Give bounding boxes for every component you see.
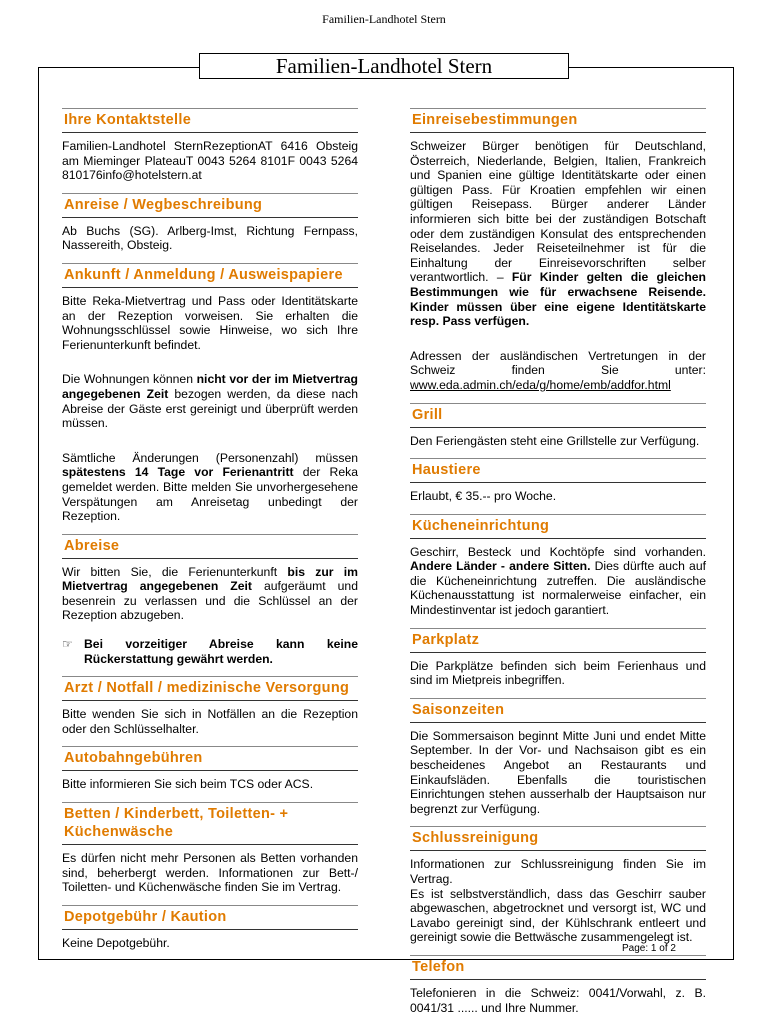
- einreise-p2: Adressen der ausländischen Vertretungen in der Schweiz finden Sie unter: www.eda.admin.ch/eda/g/home/emb/addfor.html: [410, 348, 706, 392]
- section-heading-anreise: Anreise / Wegbeschreibung: [62, 193, 358, 218]
- section-heading-abreise: Abreise: [62, 534, 358, 559]
- anreise-text: Ab Buchs (SG). Arlberg-Imst, Richtung Fernpass, Nassereith, Obsteig.: [62, 223, 358, 253]
- schluss-p2: Es ist selbstverständlich, dass das Geschirr sauber abgewaschen, abgetrocknet und versorgt ist, WC und Lavabo gereinigt sind, der Kühlschrank entleert und gereinigt sowie die Bettwäsche zusammengelegt ist.: [410, 886, 706, 945]
- section-heading-saison: Saisonzeiten: [410, 698, 706, 723]
- section-heading-einreise: Einreisebestimmungen: [410, 108, 706, 133]
- section-heading-parkplatz: Parkplatz: [410, 628, 706, 653]
- section-heading-telefon: Telefon: [410, 955, 706, 980]
- page-number: Page: 1 of 2: [622, 943, 676, 954]
- ankunft-p2: Die Wohnungen können nicht vor der im Mietvertrag angegebenen Zeit bezogen werden, da diese nach Abreise der Gäste erst gereinigt und überprüft werden müssen.: [62, 372, 359, 431]
- telefon-text: Telefonieren in die Schweiz: 0041/Vorwahl, z. B. 0041/31 ...... und Ihre Nummer.: [410, 985, 706, 1015]
- abreise-bullet: [62, 637, 358, 666]
- section-heading-grill: Grill: [410, 403, 706, 428]
- kueche-text: Geschirr, Besteck und Kochtöpfe sind vorhanden. Andere Länder - andere Sitten. Dies dürfte auch auf die Kücheneinrichtung zutreffen. Die ausländische Küchenausstattung ist normalerweise einfacher, ein Mindestinventar ist jedoch garantiert.: [410, 544, 706, 618]
- left-column: [62, 108, 358, 950]
- pointing-hand-icon: ☞: [62, 637, 73, 652]
- section-heading-kueche: Kücheneinrichtung: [410, 514, 706, 539]
- arzt-text: Bitte wenden Sie sich in Notfällen an die Rezeption oder den Schlüsselhalter.: [62, 707, 358, 736]
- grill-text: Den Feriengästen steht eine Grillstelle zur Verfügung.: [410, 433, 700, 448]
- kontakt-text: Familien-Landhotel SternRezeptionAT 6416 Obsteig am Mieminger PlateauT 0043 5264 8101F 0043 5264 810176info@hotelstern.at: [62, 139, 358, 183]
- section-heading-betten: Betten / Kinderbett, Toiletten- + Küchenwäsche: [62, 802, 358, 845]
- right-column: [410, 108, 706, 1015]
- parkplatz-text: Die Parkplätze befinden sich beim Ferienhaus und sind im Mietpreis inbegriffen.: [410, 658, 706, 688]
- ankunft-p1: Bitte Reka-Mietvertrag und Pass oder Identitätskarte an der Rezeption vorweisen. Sie erhalten die Wohnungsschlüssel sowie Hinweise, wo sich Ihre Ferienunterkunft befindet.: [62, 293, 358, 352]
- autobahn-text: Bitte informieren Sie sich beim TCS oder ACS.: [62, 777, 314, 792]
- section-heading-autobahn: Autobahngebühren: [62, 746, 358, 771]
- saison-text: Die Sommersaison beginnt Mitte Juni und endet Mitte September. In der Vor- und Nachsaison gibt es ein bescheidenes Angebot an Restaurants und Einkaufsläden. Ebenfalls die touristischen Einrichtungen stehen ausserhalb der Hauptsaison nur begrenzt zur Verfügung.: [410, 728, 706, 816]
- ankunft-p3: Sämtliche Änderungen (Personenzahl) müssen spätestens 14 Tage vor Ferienantritt der Reka gemeldet werden. Bitte melden Sie unvorhergesehene Verspätungen am Anreisetag unbedingt der Rezeption.: [62, 450, 358, 524]
- section-heading-schluss: Schlussreinigung: [410, 826, 706, 851]
- abreise-p1: Wir bitten Sie, die Ferienunterkunft bis zur im Mietvertrag angegebenen Zeit aufgeräumt und besenrein zu verlassen und die Schlüssel an der Rezeption abzugeben.: [62, 564, 358, 623]
- section-heading-arzt: Arzt / Notfall / medizinische Versorgung: [62, 676, 358, 701]
- section-heading-kontakt: Ihre Kontaktstelle: [62, 108, 358, 133]
- abreise-bullet-text: Bei vorzeitiger Abreise kann keine Rückerstattung gewährt werden.: [84, 637, 358, 666]
- schluss-p1: Informationen zur Schlussreinigung finden Sie im Vertrag.: [410, 857, 706, 886]
- betten-text: Es dürfen nicht mehr Personen als Betten vorhanden sind, beherbergt werden. Informationen zur Bett-/ Toiletten- und Küchenwäsche finden Sie im Vertrag.: [62, 851, 358, 895]
- haustiere-text: Erlaubt, € 35.-- pro Woche.: [410, 489, 557, 504]
- section-heading-haustiere: Haustiere: [410, 458, 706, 483]
- document-title: Familien-Landhotel Stern: [199, 53, 569, 79]
- section-heading-ankunft: Ankunft / Anmeldung / Ausweispapiere: [62, 263, 358, 288]
- section-heading-depot: Depotgebühr / Kaution: [62, 905, 358, 930]
- eda-link[interactable]: www.eda.admin.ch/eda/g/home/emb/addfor.html: [410, 377, 671, 392]
- depot-text: Keine Depotgebühr.: [62, 935, 170, 950]
- page-header: Familien-Landhotel Stern: [322, 12, 446, 26]
- einreise-p1: Schweizer Bürger benötigen für Deutschland, Österreich, Niederlande, Belgien, Italien, Frankreich und Spanien eine gültige Identitätskarte oder einen gültigen Pass. Für Kroatien empfehlen wir einen gültigen Reisepass. Bürger anderer Länder informieren sich bitte bei der zuständigen Botschaft oder dem zuständigen Konsulat des entsprechenden Reiselandes. Jeder Reiseteilnehmer ist für die Einhaltung der Einreisevorschriften selber verantwortlich. – Für Kinder gelten die gleichen Bestimmungen wie für erwachsene Reisende. Kinder müssen über eine eigene Identitätskarte resp. Pass verfügen.: [410, 139, 706, 329]
